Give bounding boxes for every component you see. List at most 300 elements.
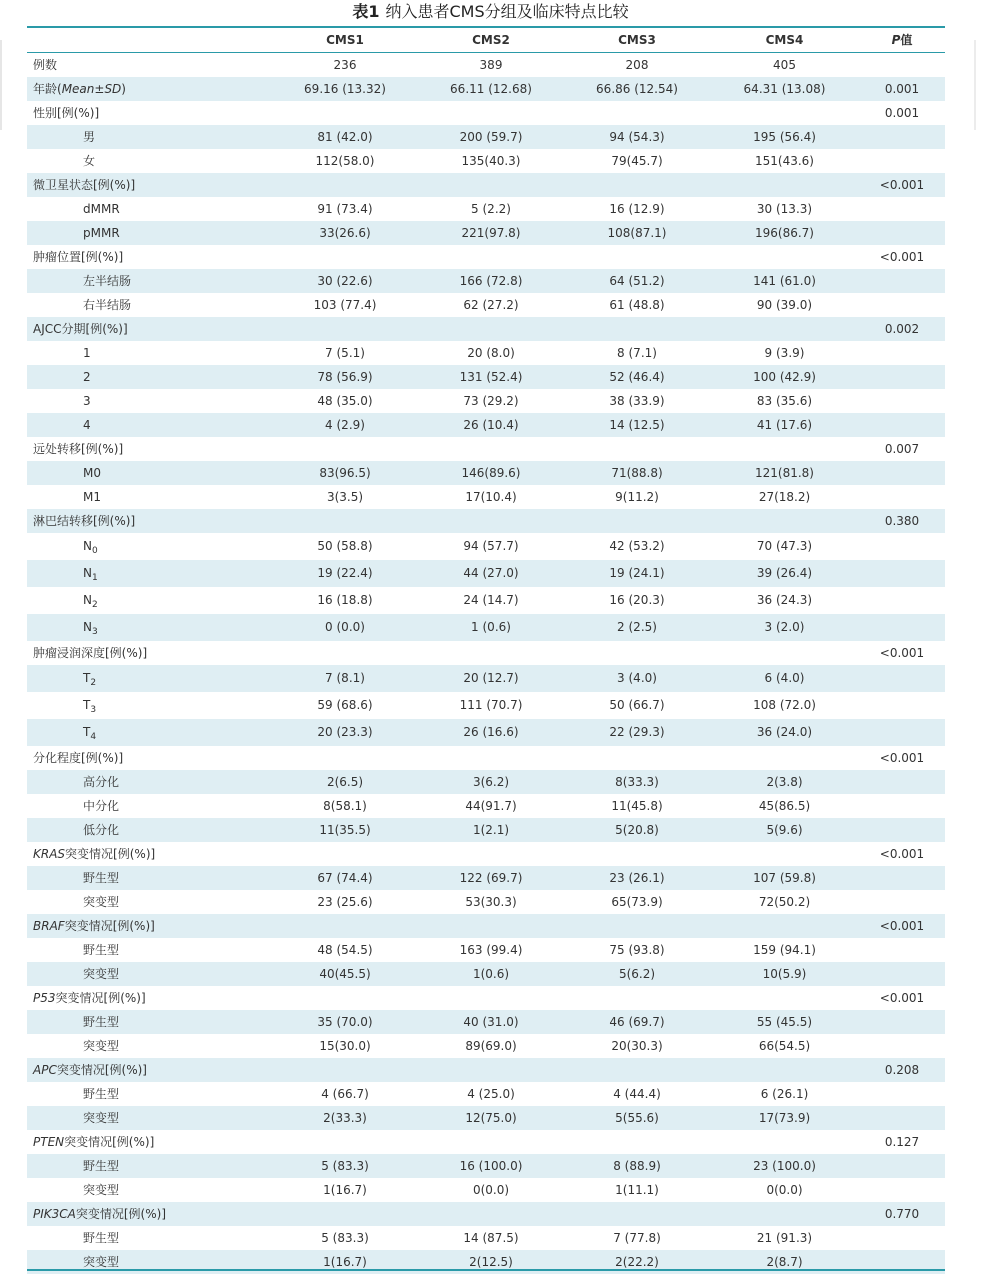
table-row xyxy=(27,317,945,341)
cell-cms4 xyxy=(710,173,859,197)
table-row xyxy=(27,1034,945,1058)
cell-cms2: 163 (99.4) xyxy=(459,943,523,957)
cell-p-value: 0.001 xyxy=(884,106,920,120)
cell-cms4: 17(73.9) xyxy=(710,1106,859,1130)
cell-p-value xyxy=(859,587,945,614)
cell-p-value xyxy=(859,614,945,641)
table-title: 纳入患者CMS分组及临床特点比较 xyxy=(385,2,629,21)
cell-cms3: 14 (12.5) xyxy=(564,413,710,437)
cell-cms1: 0 (0.0) xyxy=(272,614,418,641)
table-row xyxy=(27,533,945,560)
cell-cms1: 4 (2.9) xyxy=(272,413,418,437)
cell-p-value xyxy=(859,293,945,317)
cell-cms4: 108 (72.0) xyxy=(753,698,816,712)
header-cms4: CMS4 xyxy=(710,28,859,53)
cell-p-value: 0.380 xyxy=(859,509,945,533)
cell-cms3 xyxy=(564,914,710,938)
cell-cms3 xyxy=(564,1130,710,1154)
cell-cms2: 89(69.0) xyxy=(465,1039,517,1053)
row-label: 突变型 xyxy=(83,1039,120,1053)
cell-p-value: <0.001 xyxy=(879,250,925,264)
cell-cms3 xyxy=(564,641,710,665)
cell-cms4: 405 xyxy=(773,58,796,72)
cell-cms1: 83(96.5) xyxy=(272,461,418,485)
cell-cms1 xyxy=(272,173,418,197)
cell-p-value xyxy=(859,149,945,173)
cell-cms4: 83 (35.6) xyxy=(756,394,813,408)
row-label: AJCC分期[例(%)] xyxy=(27,317,272,341)
cell-p-value xyxy=(859,221,945,245)
table-row xyxy=(27,485,945,509)
cell-cms1: 23 (25.6) xyxy=(317,895,373,909)
cell-cms2: 111 (70.7) xyxy=(459,698,523,712)
cell-p-value: <0.001 xyxy=(879,991,925,1005)
cell-cms3: 8 (88.9) xyxy=(564,1154,710,1178)
row-label: 中分化 xyxy=(83,799,120,813)
table-row xyxy=(27,245,945,269)
cell-cms2: 5 (2.2) xyxy=(471,202,511,216)
cell-cms1: 50 (58.8) xyxy=(317,539,373,553)
cell-cms2 xyxy=(418,317,564,341)
cell-cms4: 107 (59.8) xyxy=(710,866,859,890)
cell-cms4: 39 (26.4) xyxy=(710,560,859,587)
cell-p-value: 0.007 xyxy=(884,442,920,456)
cell-p-value xyxy=(859,1178,945,1202)
row-label: M1 xyxy=(83,490,101,504)
cell-cms1: 7 (8.1) xyxy=(272,665,418,692)
row-label: 2 xyxy=(27,365,272,389)
cell-p-value xyxy=(859,1010,945,1034)
cell-cms4 xyxy=(710,101,859,125)
cell-cms2 xyxy=(418,746,564,770)
table-row xyxy=(27,914,945,938)
table-row xyxy=(27,842,945,866)
row-label: $T_2$ xyxy=(27,665,272,692)
cell-p-value xyxy=(859,269,945,293)
table-row xyxy=(27,1058,945,1082)
cell-cms2: 44(91.7) xyxy=(465,799,517,813)
row-label: $T_4$ xyxy=(27,719,272,746)
cell-cms3: 1(11.1) xyxy=(615,1183,659,1197)
cell-cms1: 7 (5.1) xyxy=(325,346,365,360)
cell-cms3: 38 (33.9) xyxy=(609,394,665,408)
cell-cms4: 27(18.2) xyxy=(758,490,811,504)
cell-cms4: 9 (3.9) xyxy=(764,346,805,360)
row-label: 野生型 xyxy=(27,866,272,890)
cell-cms3: 79(45.7) xyxy=(611,154,663,168)
cell-cms3: 20(30.3) xyxy=(611,1039,663,1053)
cell-cms4: 121(81.8) xyxy=(710,461,859,485)
cell-p-value xyxy=(859,938,945,962)
cell-cms3: 9(11.2) xyxy=(615,490,659,504)
table-row xyxy=(27,962,945,986)
cell-cms2: 1(0.6) xyxy=(418,962,564,986)
cell-p-value xyxy=(859,1154,945,1178)
cell-cms3: 8 (7.1) xyxy=(617,346,657,360)
table-number: 表1 xyxy=(352,2,380,21)
cell-p-value xyxy=(859,1226,945,1250)
cell-p-value: <0.001 xyxy=(859,173,945,197)
table-row xyxy=(27,587,945,614)
table-row xyxy=(27,1154,945,1178)
cell-cms2: 12(75.0) xyxy=(418,1106,564,1130)
cell-cms2: 26 (16.6) xyxy=(418,719,564,746)
left-edge-shadow xyxy=(0,40,2,130)
cell-cms1: 2(33.3) xyxy=(272,1106,418,1130)
row-label: P53突变情况[例(%)] xyxy=(33,991,146,1005)
cell-cms1: 3(3.5) xyxy=(326,490,364,504)
header-cms1: CMS1 xyxy=(272,28,418,53)
cell-cms4: 66(54.5) xyxy=(758,1039,811,1053)
cell-p-value xyxy=(859,1034,945,1058)
cell-cms3 xyxy=(564,509,710,533)
cell-cms1: 33(26.6) xyxy=(272,221,418,245)
cell-cms2: 146(89.6) xyxy=(418,461,564,485)
cell-p-value xyxy=(859,533,945,560)
cell-p-value xyxy=(859,53,945,78)
cell-p-value xyxy=(859,770,945,794)
cell-cms2 xyxy=(418,437,564,461)
cell-cms2: 66.11 (12.68) xyxy=(418,77,564,101)
cell-cms4: 36 (24.0) xyxy=(710,719,859,746)
cell-cms1: 40(45.5) xyxy=(272,962,418,986)
cell-cms1 xyxy=(272,317,418,341)
cell-cms3: 65(73.9) xyxy=(611,895,663,909)
cell-cms3: 8(33.3) xyxy=(564,770,710,794)
cell-p-value: 0.002 xyxy=(859,317,945,341)
row-label: $T_3$ xyxy=(83,698,97,715)
cell-cms1: 4 (66.7) xyxy=(321,1087,369,1101)
cell-cms3: 208 xyxy=(625,58,649,72)
table-row xyxy=(27,413,945,437)
cell-cms1 xyxy=(272,914,418,938)
cell-cms3: 11(45.8) xyxy=(611,799,663,813)
table-row xyxy=(27,1106,945,1130)
cell-cms1: 103 (77.4) xyxy=(313,298,377,312)
row-label: 突变型 xyxy=(27,1106,272,1130)
table-row xyxy=(27,890,945,914)
table-row xyxy=(27,938,945,962)
cell-cms3 xyxy=(564,317,710,341)
row-label: 突变型 xyxy=(27,962,272,986)
row-label: PTEN突变情况[例(%)] xyxy=(33,1135,155,1149)
table-row xyxy=(27,1178,945,1202)
header-cms2: CMS2 xyxy=(418,28,564,53)
cell-cms1 xyxy=(272,245,418,269)
cell-cms4: 41 (17.6) xyxy=(710,413,859,437)
cell-cms4: 64.31 (13.08) xyxy=(710,77,859,101)
cell-p-value xyxy=(859,818,945,842)
cell-cms1: 8(58.1) xyxy=(323,799,367,813)
cell-cms1: 236 xyxy=(333,58,357,72)
cell-p-value xyxy=(859,665,945,692)
table-row xyxy=(27,269,945,293)
cell-p-value: 0.770 xyxy=(859,1202,945,1226)
cell-cms3: 52 (46.4) xyxy=(564,365,710,389)
cell-cms3: 5(55.6) xyxy=(564,1106,710,1130)
cell-cms2 xyxy=(418,1058,564,1082)
cell-cms4: 2(8.7) xyxy=(710,1250,859,1274)
cell-cms1: 5 (83.3) xyxy=(272,1154,418,1178)
row-label: dMMR xyxy=(83,202,120,216)
cell-cms3: 16 (12.9) xyxy=(609,202,665,216)
cell-cms2: 389 xyxy=(479,58,503,72)
header-p-value: P值 xyxy=(859,28,945,53)
cell-cms4 xyxy=(710,746,859,770)
cell-cms2: 40 (31.0) xyxy=(418,1010,564,1034)
cell-cms1: 78 (56.9) xyxy=(272,365,418,389)
row-label: 年龄(Mean±SD) xyxy=(27,77,272,101)
cell-cms4: 0(0.0) xyxy=(766,1183,803,1197)
cell-cms3: 3 (4.0) xyxy=(564,665,710,692)
cell-cms2: 0(0.0) xyxy=(472,1183,510,1197)
table-row xyxy=(27,389,945,413)
row-label: $N_2$ xyxy=(83,593,98,610)
cell-cms1: 15(30.0) xyxy=(319,1039,371,1053)
cell-cms2: 62 (27.2) xyxy=(463,298,519,312)
row-label: 突变型 xyxy=(83,895,120,909)
cell-cms3: 46 (69.7) xyxy=(564,1010,710,1034)
cell-p-value: 0.127 xyxy=(884,1135,920,1149)
table-row xyxy=(27,173,945,197)
cell-cms4 xyxy=(710,914,859,938)
cell-cms3: 22 (29.3) xyxy=(564,719,710,746)
row-label: 4 xyxy=(27,413,272,437)
cell-cms4 xyxy=(710,245,859,269)
cell-p-value: 0.001 xyxy=(859,77,945,101)
cell-cms3: 5(6.2) xyxy=(564,962,710,986)
row-label: $N_3$ xyxy=(27,614,272,641)
cell-cms3 xyxy=(564,1058,710,1082)
cell-cms2 xyxy=(418,986,564,1010)
table-row xyxy=(27,509,945,533)
cell-cms2: 53(30.3) xyxy=(465,895,517,909)
table-row xyxy=(27,614,945,641)
cell-cms3 xyxy=(564,173,710,197)
cell-cms3 xyxy=(564,245,710,269)
cell-p-value xyxy=(859,365,945,389)
cell-cms4: 45(86.5) xyxy=(758,799,811,813)
cell-cms4 xyxy=(710,1130,859,1154)
cell-cms4: 70 (47.3) xyxy=(756,539,813,553)
cell-p-value: <0.001 xyxy=(859,914,945,938)
cell-cms4: 72(50.2) xyxy=(758,895,811,909)
cell-p-value xyxy=(859,794,945,818)
cell-cms1 xyxy=(272,842,418,866)
cell-cms2: 3(6.2) xyxy=(418,770,564,794)
table-row xyxy=(27,365,945,389)
cell-cms3: 42 (53.2) xyxy=(609,539,665,553)
cell-cms1: 5 (83.3) xyxy=(321,1231,369,1245)
cell-cms4: 30 (13.3) xyxy=(756,202,813,216)
table-row xyxy=(27,101,945,125)
table-row xyxy=(27,719,945,746)
cell-cms1: 112(58.0) xyxy=(315,154,375,168)
cell-cms4 xyxy=(710,641,859,665)
cell-cms3 xyxy=(564,842,710,866)
cell-cms1 xyxy=(272,437,418,461)
cell-cms4: 10(5.9) xyxy=(710,962,859,986)
row-label: 微卫星状态[例(%)] xyxy=(27,173,272,197)
table-caption xyxy=(0,0,981,26)
cell-cms2: 166 (72.8) xyxy=(418,269,564,293)
cell-cms1 xyxy=(272,1058,418,1082)
cell-cms4: 151(43.6) xyxy=(755,154,814,168)
header-cms3: CMS3 xyxy=(564,28,710,53)
cell-cms2 xyxy=(418,245,564,269)
cell-p-value xyxy=(859,1082,945,1106)
cell-cms1: 48 (54.5) xyxy=(317,943,373,957)
cell-cms1: 30 (22.6) xyxy=(272,269,418,293)
row-label: $N_0$ xyxy=(83,539,98,556)
table-row xyxy=(27,986,945,1010)
table-row xyxy=(27,1082,945,1106)
table-row xyxy=(27,1226,945,1250)
cell-cms2 xyxy=(418,914,564,938)
cell-cms1 xyxy=(272,641,418,665)
table-row xyxy=(27,341,945,365)
right-edge-shadow xyxy=(974,40,976,130)
row-label: 野生型 xyxy=(27,1010,272,1034)
row-label: 突变型 xyxy=(27,1250,272,1274)
cell-cms2 xyxy=(418,1202,564,1226)
cell-cms4: 6 (26.1) xyxy=(760,1087,809,1101)
cell-p-value: 0.208 xyxy=(859,1058,945,1082)
cell-cms2: 135(40.3) xyxy=(461,154,521,168)
table-row xyxy=(27,1010,945,1034)
cell-cms1: 69.16 (13.32) xyxy=(272,77,418,101)
row-label: 1 xyxy=(83,346,91,360)
table-row xyxy=(27,437,945,461)
cell-p-value xyxy=(859,890,945,914)
row-label: 野生型 xyxy=(27,1154,272,1178)
cell-cms3: 108(87.1) xyxy=(564,221,710,245)
cell-cms4: 141 (61.0) xyxy=(710,269,859,293)
cell-cms3 xyxy=(564,746,710,770)
cell-cms3: 5(20.8) xyxy=(564,818,710,842)
row-label: M0 xyxy=(27,461,272,485)
table-row xyxy=(27,665,945,692)
row-label: $N_1$ xyxy=(27,560,272,587)
table-row xyxy=(27,149,945,173)
row-label: 远处转移[例(%)] xyxy=(33,442,124,456)
cell-cms2 xyxy=(418,1130,564,1154)
cell-p-value xyxy=(859,197,945,221)
cell-p-value xyxy=(859,485,945,509)
cell-cms1 xyxy=(272,101,418,125)
cell-cms3: 19 (24.1) xyxy=(564,560,710,587)
row-label: 3 xyxy=(83,394,91,408)
cell-cms3: 4 (44.4) xyxy=(613,1087,661,1101)
cell-p-value: <0.001 xyxy=(879,847,925,861)
table-row xyxy=(27,77,945,101)
cell-cms3: 61 (48.8) xyxy=(609,298,665,312)
header-variable xyxy=(27,28,272,53)
cell-cms1: 81 (42.0) xyxy=(272,125,418,149)
table-row xyxy=(27,692,945,719)
row-label: pMMR xyxy=(27,221,272,245)
cell-cms1: 11(35.5) xyxy=(272,818,418,842)
cell-cms2: 16 (100.0) xyxy=(418,1154,564,1178)
cell-cms3: 2 (2.5) xyxy=(564,614,710,641)
cell-cms1: 91 (73.4) xyxy=(317,202,373,216)
table-row xyxy=(27,293,945,317)
row-label: 野生型 xyxy=(83,1231,120,1245)
table-row xyxy=(27,53,945,78)
cell-cms2: 73 (29.2) xyxy=(463,394,519,408)
cell-cms1: 59 (68.6) xyxy=(317,698,373,712)
row-label: 例数 xyxy=(33,58,58,72)
cell-cms3 xyxy=(564,986,710,1010)
cell-cms3: 64 (51.2) xyxy=(564,269,710,293)
row-label: 分化程度[例(%)] xyxy=(33,751,124,765)
row-label: 野生型 xyxy=(83,943,120,957)
cell-cms4: 6 (4.0) xyxy=(710,665,859,692)
cell-cms3: 2(22.2) xyxy=(564,1250,710,1274)
cell-cms4: 55 (45.5) xyxy=(710,1010,859,1034)
cell-cms3: 7 (77.8) xyxy=(613,1231,661,1245)
cell-cms2: 131 (52.4) xyxy=(418,365,564,389)
table-row xyxy=(27,770,945,794)
row-label: 野生型 xyxy=(83,1087,120,1101)
row-label: APC突变情况[例(%)] xyxy=(27,1058,272,1082)
table-row xyxy=(27,461,945,485)
cell-cms4 xyxy=(710,437,859,461)
cell-cms2: 200 (59.7) xyxy=(418,125,564,149)
cell-p-value xyxy=(859,341,945,365)
cell-cms1: 20 (23.3) xyxy=(272,719,418,746)
row-label: 男 xyxy=(27,125,272,149)
cell-cms4: 100 (42.9) xyxy=(710,365,859,389)
cell-cms4 xyxy=(710,1202,859,1226)
cell-cms1: 1(16.7) xyxy=(272,1250,418,1274)
cell-cms2: 20 (12.7) xyxy=(418,665,564,692)
cell-cms4: 5(9.6) xyxy=(710,818,859,842)
cell-cms2: 20 (8.0) xyxy=(467,346,515,360)
cell-cms3: 23 (26.1) xyxy=(564,866,710,890)
cell-p-value xyxy=(859,389,945,413)
cell-cms2: 94 (57.7) xyxy=(463,539,519,553)
cell-cms4: 2(3.8) xyxy=(710,770,859,794)
cell-p-value xyxy=(859,692,945,719)
cell-cms3: 50 (66.7) xyxy=(609,698,665,712)
cell-cms4: 90 (39.0) xyxy=(756,298,813,312)
table-row xyxy=(27,1130,945,1154)
cell-cms2: 17(10.4) xyxy=(465,490,517,504)
cell-cms4 xyxy=(710,509,859,533)
cell-cms2: 122 (69.7) xyxy=(418,866,564,890)
row-label: PIK3CA突变情况[例(%)] xyxy=(27,1202,272,1226)
cell-cms2: 4 (25.0) xyxy=(467,1087,515,1101)
cell-cms1: 67 (74.4) xyxy=(272,866,418,890)
cell-cms2: 44 (27.0) xyxy=(418,560,564,587)
cell-cms3: 71(88.8) xyxy=(564,461,710,485)
cell-p-value xyxy=(859,962,945,986)
cell-cms3: 75 (93.8) xyxy=(609,943,665,957)
row-label: 淋巴结转移[例(%)] xyxy=(27,509,272,533)
row-label: 肿瘤浸润深度[例(%)] xyxy=(33,646,148,660)
table-row xyxy=(27,125,945,149)
cell-cms4: 36 (24.3) xyxy=(756,593,813,607)
cell-cms4 xyxy=(710,986,859,1010)
cell-cms4 xyxy=(710,842,859,866)
row-label: 肿瘤位置[例(%)] xyxy=(33,250,124,264)
cell-cms4: 196(86.7) xyxy=(710,221,859,245)
table-row xyxy=(27,866,945,890)
cell-p-value: <0.001 xyxy=(879,751,925,765)
cell-cms4 xyxy=(710,1058,859,1082)
cell-cms3 xyxy=(564,1202,710,1226)
